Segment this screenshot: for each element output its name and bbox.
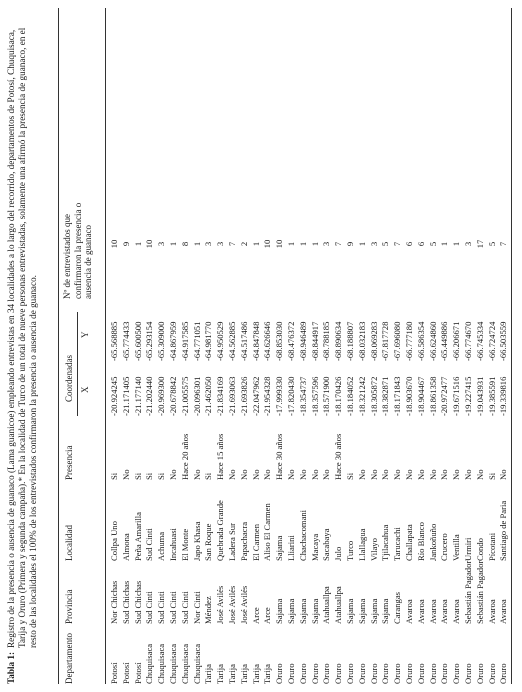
cell-presencia: Hace 20 años [179, 433, 190, 480]
cell-departamento: Chuquisaca [144, 643, 155, 684]
cell-presencia: No [392, 469, 403, 480]
cell-presencia: No [250, 469, 261, 480]
cell-x: -21.171405 [120, 376, 131, 416]
cell-departamento: Potosí [120, 662, 131, 684]
cell-localidad: Japo Khasa [191, 521, 202, 561]
cell-entrevistados: 1 [356, 241, 367, 247]
header-provincia: Provincia [64, 589, 74, 624]
cell-presencia: No [498, 469, 509, 480]
cell-departamento: Oruro [380, 663, 391, 684]
cell-departamento: Oruro [345, 663, 355, 684]
cell-y: -65.293154 [144, 321, 155, 361]
cell-y: -68.476372 [286, 321, 296, 361]
table-row [357, 0, 367, 692]
cell-provincia: Sud Cinti [144, 591, 155, 624]
cell-departamento: Oruro [498, 663, 509, 684]
cell-presencia: Si [486, 472, 497, 480]
table-row [251, 0, 261, 692]
cell-departamento: Chuquisaca [156, 643, 167, 684]
cell-presencia: No [227, 469, 237, 480]
cell-x: -18.354737 [297, 376, 308, 416]
cell-entrevistados: 10 [274, 239, 285, 249]
cell-departamento: Oruro [392, 663, 403, 684]
cell-y: -66.503559 [498, 321, 509, 361]
cell-provincia: Sajama [356, 598, 367, 624]
cell-y: -66.586354 [415, 321, 426, 361]
cell-entrevistados: 10 [262, 239, 273, 249]
cell-x: -20.972477 [439, 376, 450, 416]
table-row [262, 0, 272, 692]
cell-presencia: Si [109, 472, 119, 480]
cell-x: -22.047962 [250, 376, 261, 416]
table-row [416, 0, 426, 692]
cell-provincia: Avaroa [404, 599, 414, 624]
cell-y: -66.624860 [427, 321, 438, 361]
cell-localidad: Aliso El Carmen [262, 503, 273, 561]
cell-localidad: Santiago de Paria [498, 500, 509, 561]
cell-entrevistados: 3 [215, 241, 226, 247]
cell-departamento: Oruro [415, 663, 426, 684]
table-row [321, 0, 331, 692]
cell-x: -18.305872 [368, 376, 379, 416]
cell-x: -17.820430 [286, 376, 296, 416]
cell-presencia: No [238, 469, 249, 480]
cell-y: -65.774433 [120, 321, 131, 361]
cell-entrevistados: 1 [439, 241, 450, 247]
cell-departamento: Oruro [451, 663, 462, 684]
cell-presencia: No [262, 469, 273, 480]
cell-y: -64.867959 [168, 321, 178, 361]
cell-y: -67.696080 [392, 321, 403, 361]
cell-provincia: Avaroa [486, 599, 497, 624]
cell-localidad: Río Blanco [415, 522, 426, 561]
cell-x: -21.693826 [238, 376, 249, 416]
cell-x: -21.834169 [215, 376, 226, 416]
cell-x: -18.184052 [345, 376, 355, 416]
cell-entrevistados: 10 [109, 239, 119, 249]
cell-x: -20.969300 [156, 376, 167, 416]
cell-departamento: Oruro [486, 663, 497, 684]
cell-localidad: Papachacra [238, 521, 249, 561]
cell-presencia: Si [156, 472, 167, 480]
cell-localidad: Tjilacahua [380, 524, 391, 561]
cell-entrevistados: 1 [250, 241, 261, 247]
table-row [463, 0, 473, 692]
cell-presencia: No [321, 469, 332, 480]
cell-provincia: Nor Chichas [109, 580, 119, 624]
cell-entrevistados: 7 [227, 241, 237, 247]
cell-y: -68.032183 [356, 321, 367, 361]
cell-localidad: Turco [345, 540, 355, 561]
cell-provincia: Sajama [368, 598, 379, 624]
cell-provincia: Avaroa [451, 599, 462, 624]
table-row [109, 0, 119, 692]
table-caption-text: Registro de la presencia o ausencia de guanaco (Lama guanicoe) empleando entrevistas en 34 localidades a lo largo del recorrido, departamentos de Potosí, Chuquisaca, Tarija y Oruro (Primera y segunda campaña).* En la localidad de Turco de un total de nueve personas entrevistadas, solamente una afirmó la presencia de guanaco, en el resto de las localidades el 100% de los entrevistados confirmaron la presencia o ausencia de guanaco. [6, 27, 39, 648]
header-x: X [80, 386, 90, 393]
cell-y: -64.562885 [227, 321, 237, 361]
header-departamento: Departamento [64, 633, 74, 684]
cell-provincia: Sajama [309, 598, 320, 624]
cell-provincia: Sud Chichas [132, 580, 143, 624]
cell-entrevistados: 1 [451, 241, 462, 247]
cell-provincia: Arce [250, 607, 261, 624]
table-row [380, 0, 390, 692]
table-row [156, 0, 166, 692]
cell-provincia: José Avilés [215, 585, 226, 624]
cell-provincia: Arce [262, 607, 273, 624]
cell-x: -19.043931 [474, 376, 485, 416]
cell-provincia: Sebastián Pagador [463, 560, 473, 624]
coordenadas-rule [77, 312, 78, 416]
cell-presencia: Hace 30 años [333, 433, 344, 480]
cell-localidad: Condo [474, 538, 485, 561]
cell-presencia: No [120, 469, 131, 480]
cell-provincia: Nor Cinti [191, 591, 202, 624]
cell-localidad: Peña Amarilla [132, 512, 143, 561]
cell-provincia: Atahuallpa [321, 586, 332, 624]
cell-presencia: Si [345, 472, 355, 480]
cell-entrevistados: 10 [144, 239, 155, 249]
cell-entrevistados: 6 [415, 241, 426, 247]
cell-provincia: Sajama [274, 598, 285, 624]
cell-departamento: Oruro [356, 663, 367, 684]
table-row [310, 0, 320, 692]
cell-entrevistados: 7 [498, 241, 509, 247]
cell-entrevistados: 5 [427, 241, 438, 247]
cell-x: -21.693063 [227, 376, 237, 416]
cell-departamento: Tarija [227, 664, 237, 684]
cell-localidad: San Roque [203, 523, 214, 561]
table-row [392, 0, 402, 692]
cell-y: -68.890634 [333, 321, 344, 361]
cell-x: -21.202440 [144, 376, 155, 416]
cell-localidad: Llallagua [356, 528, 367, 561]
cell-x: -18.571900 [321, 376, 332, 416]
table-row [180, 0, 190, 692]
cell-entrevistados: 17 [474, 239, 485, 249]
table-caption [6, 8, 40, 684]
header-bottom-rule [105, 8, 106, 684]
cell-entrevistados: 3 [368, 241, 379, 247]
cell-provincia: Sajama [286, 598, 296, 624]
cell-departamento: Oruro [286, 663, 296, 684]
table-row [286, 0, 296, 692]
cell-x: -18.171843 [392, 376, 403, 416]
cell-provincia: Méndez [203, 596, 214, 624]
cell-departamento: Oruro [333, 663, 344, 684]
cell-presencia: Si [203, 472, 214, 480]
cell-localidad: Pícotani [486, 532, 497, 561]
cell-x: -21.005575 [179, 376, 190, 416]
cell-y: -68.844917 [309, 321, 320, 361]
cell-localidad: Macaya [309, 533, 320, 561]
header-top-rule [58, 8, 59, 684]
cell-presencia: No [356, 469, 367, 480]
cell-provincia: Carangas [392, 592, 403, 624]
table-row [451, 0, 461, 692]
table-row [239, 0, 249, 692]
cell-x: -19.385591 [486, 376, 497, 416]
table-label: Tabla 1: [6, 651, 16, 684]
cell-departamento: Potosí [109, 662, 119, 684]
cell-y: -68.946489 [297, 321, 308, 361]
cell-presencia: No [439, 469, 450, 480]
cell-entrevistados: 1 [191, 241, 202, 247]
cell-presencia: Si [132, 472, 143, 480]
cell-presencia: No [427, 469, 438, 480]
cell-departamento: Oruro [427, 663, 438, 684]
header-entrevistados: Nº de entrevistados que confirmaron la presencia o ausencia de guanaco [62, 202, 93, 299]
cell-y: -64.950529 [215, 321, 226, 361]
table-row [369, 0, 379, 692]
table-row [215, 0, 225, 692]
cell-localidad: El Monte [179, 528, 190, 561]
cell-departamento: Potosí [132, 662, 143, 684]
cell-entrevistados: 3 [321, 241, 332, 247]
cell-entrevistados: 9 [345, 241, 355, 247]
cell-presencia: Hace 30 años [274, 433, 285, 480]
cell-provincia: Avaroa [439, 599, 450, 624]
header-y: Y [80, 331, 90, 338]
cell-x: -17.999330 [274, 376, 285, 416]
cell-provincia: José Avilés [238, 585, 249, 624]
cell-y: -64.917585 [179, 321, 190, 361]
cell-entrevistados: 5 [486, 241, 497, 247]
cell-x: -18.382871 [380, 376, 391, 416]
cell-localidad: Vilayo [368, 538, 379, 561]
cell-localidad: Challapata [404, 524, 414, 561]
cell-localidad: Ladera Sur [227, 523, 237, 561]
table-row [428, 0, 438, 692]
cell-localidad: Incahuasi [168, 528, 178, 561]
cell-x: -21.954328 [262, 376, 273, 416]
cell-departamento: Oruro [404, 663, 414, 684]
cell-departamento: Oruro [474, 663, 485, 684]
cell-localidad: Crucero [439, 533, 450, 561]
cell-localidad: Collpa Uno [109, 521, 119, 561]
cell-entrevistados: 7 [333, 241, 344, 247]
cell-x: -20.678842 [168, 376, 178, 416]
cell-y: -64.981770 [203, 321, 214, 361]
cell-y: -67.817728 [380, 321, 391, 361]
cell-presencia: No [380, 469, 391, 480]
cell-y: -68.788185 [321, 321, 332, 361]
cell-entrevistados: 1 [309, 241, 320, 247]
cell-departamento: Oruro [439, 663, 450, 684]
cell-x: -20.924245 [109, 376, 119, 416]
table-bottom-rule [511, 8, 512, 684]
cell-localidad: Achuma [156, 531, 167, 561]
cell-y: -64.626646 [262, 321, 273, 361]
cell-entrevistados: 1 [286, 241, 296, 247]
header-coordenadas: Coordenadas [64, 355, 74, 402]
cell-departamento: Tarija [262, 664, 273, 684]
cell-presencia: No [451, 469, 462, 480]
cell-localidad: Urmiri [463, 537, 473, 561]
cell-x: -18.170426 [333, 376, 344, 416]
cell-localidad: Sud Cinti [144, 528, 155, 561]
cell-entrevistados: 1 [168, 241, 178, 247]
cell-provincia: Sebastián Pagador [474, 560, 485, 624]
cell-y: -68.188807 [345, 321, 355, 361]
cell-x: -20.096301 [191, 376, 202, 416]
cell-x: -19.227415 [463, 376, 473, 416]
cell-provincia: Avaroa [415, 599, 426, 624]
cell-y: -66.745334 [474, 321, 485, 361]
cell-entrevistados: 1 [132, 241, 143, 247]
cell-y: -65.309000 [156, 321, 167, 361]
cell-provincia: Atahuallpa [333, 586, 344, 624]
cell-departamento: Tarija [238, 664, 249, 684]
table-row [345, 0, 355, 692]
table-row [121, 0, 131, 692]
cell-x: -19.339816 [498, 376, 509, 416]
cell-departamento: Tarija [203, 664, 214, 684]
cell-departamento: Chuquisaca [168, 643, 178, 684]
cell-provincia: Sud Chichas [120, 580, 131, 624]
header-localidad: Localidad [64, 525, 74, 561]
cell-presencia: No [474, 469, 485, 480]
cell-entrevistados: 6 [404, 241, 414, 247]
cell-presencia: No [415, 469, 426, 480]
table-row [168, 0, 178, 692]
cell-departamento: Oruro [321, 663, 332, 684]
cell-presencia: No [309, 469, 320, 480]
cell-y: -65.449886 [439, 321, 450, 361]
cell-departamento: Tarija [250, 664, 261, 684]
cell-departamento: Oruro [309, 663, 320, 684]
cell-x: -18.903670 [404, 376, 414, 416]
cell-localidad: Jankoñuño [427, 523, 438, 561]
cell-provincia: Sud Cinti [168, 591, 178, 624]
cell-y: -68.069283 [368, 321, 379, 361]
cell-presencia: No [168, 469, 178, 480]
cell-y: -65.568885 [109, 321, 119, 361]
cell-presencia: No [286, 469, 296, 480]
table-row [298, 0, 308, 692]
table-row [487, 0, 497, 692]
cell-y: -66.206671 [451, 321, 462, 361]
cell-departamento: Oruro [297, 663, 308, 684]
cell-x: -18.321242 [356, 376, 367, 416]
cell-y: -65.600500 [132, 321, 143, 361]
cell-localidad: Julo [333, 546, 344, 561]
cell-departamento: Tarija [215, 664, 226, 684]
cell-localidad: Sajama [274, 535, 285, 561]
table-row [192, 0, 202, 692]
cell-presencia: No [404, 469, 414, 480]
cell-entrevistados: 5 [380, 241, 391, 247]
cell-x: -19.671516 [451, 376, 462, 416]
cell-y: -64.771051 [191, 321, 202, 361]
table-row [144, 0, 154, 692]
cell-presencia: No [297, 469, 308, 480]
cell-departamento: Chuquisaca [191, 643, 202, 684]
table-row [274, 0, 284, 692]
cell-localidad: El Carmen [250, 524, 261, 561]
cell-localidad: Sacabaya [321, 528, 332, 561]
cell-localidad: Tarucachi [392, 527, 403, 561]
cell-localidad: Almona [120, 533, 131, 561]
cell-entrevistados: 2 [238, 241, 249, 247]
table-row [133, 0, 143, 692]
cell-y: -64.517486 [238, 321, 249, 361]
cell-entrevistados: 1 [297, 241, 308, 247]
cell-departamento: Chuquisaca [179, 643, 190, 684]
cell-departamento: Oruro [368, 663, 379, 684]
cell-localidad: Ventilla [451, 534, 462, 561]
cell-x: -18.861358 [427, 376, 438, 416]
cell-presencia: Hace 15 años [215, 433, 226, 480]
cell-provincia: Avaroa [498, 599, 509, 624]
table-row [475, 0, 485, 692]
cell-y: -66.774670 [463, 321, 473, 361]
cell-y: -64.847848 [250, 321, 261, 361]
table-row [333, 0, 343, 692]
cell-provincia: Sajama [297, 598, 308, 624]
cell-localidad: Lliarini [286, 535, 296, 561]
cell-provincia: Sajama [380, 598, 391, 624]
cell-x: -18.904467 [415, 376, 426, 416]
cell-departamento: Oruro [463, 663, 473, 684]
cell-entrevistados: 7 [392, 241, 403, 247]
cell-provincia: Sud Cinti [156, 591, 167, 624]
cell-presencia: Si [144, 472, 155, 480]
table-row [404, 0, 414, 692]
table-row [203, 0, 213, 692]
cell-localidad: Chachacomani [297, 509, 308, 561]
table-row [227, 0, 237, 692]
cell-x: -18.357596 [309, 376, 320, 416]
cell-x: -21.462050 [203, 376, 214, 416]
cell-departamento: Oruro [274, 663, 285, 684]
table-row [498, 0, 508, 692]
cell-provincia: Avaroa [427, 599, 438, 624]
cell-presencia: No [191, 469, 202, 480]
cell-presencia: No [368, 469, 379, 480]
cell-provincia: Sud Cinti [179, 591, 190, 624]
cell-entrevistados: 3 [463, 241, 473, 247]
cell-presencia: No [463, 469, 473, 480]
cell-localidad: Quebrada Grande [215, 500, 226, 561]
cell-y: -66.724724 [486, 321, 497, 361]
cell-x: -21.177140 [132, 376, 143, 416]
cell-provincia: Sajama [345, 598, 355, 624]
cell-provincia: José Avilés [227, 585, 237, 624]
cell-y: -68.853030 [274, 321, 285, 361]
header-presencia: Presencia [64, 445, 74, 480]
cell-entrevistados: 3 [203, 241, 214, 247]
cell-entrevistados: 9 [120, 241, 131, 247]
cell-entrevistados: 3 [156, 241, 167, 247]
table-row [439, 0, 449, 692]
cell-y: -66.777180 [404, 321, 414, 361]
cell-entrevistados: 8 [179, 241, 190, 247]
